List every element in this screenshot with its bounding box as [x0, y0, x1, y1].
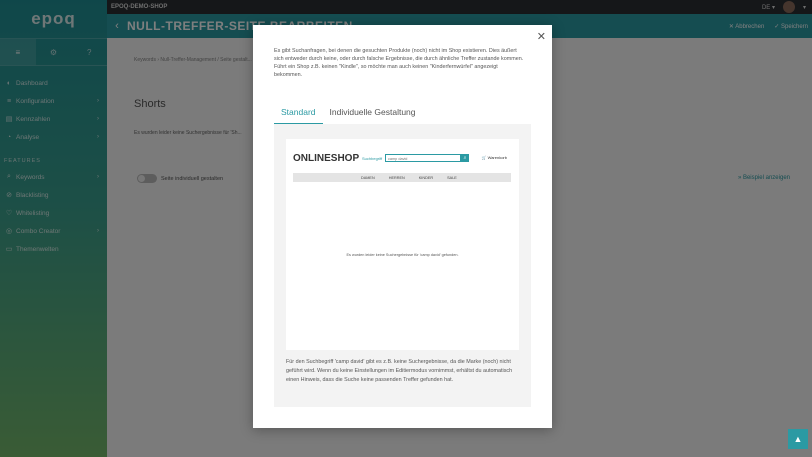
preview-search-input: camp david [385, 154, 461, 162]
preview-search-label: Suchbegriff [362, 156, 383, 161]
scroll-top-button[interactable]: ▲ [788, 429, 808, 449]
preview-search-icon: ⌕ [461, 154, 469, 162]
preview-nav-item: HERREN [388, 175, 405, 180]
example-modal [253, 25, 552, 428]
preview-nav-item: DAMEN [361, 175, 375, 180]
shop-preview [286, 139, 519, 350]
tab-description: Für den Suchbegriff 'camp david' gibt es z.B. keine Suchergebnisse, da die Marke (noch) nicht geführt wird. Wenn du keine Einstellungen im Editiermodus vornimmst, erhältst du automatisch einen Hinweis, dass die Suche keine passenden Treffer gefunden hat. [286, 359, 513, 383]
preview-nav [293, 173, 511, 182]
preview-nav-item: SALE [447, 175, 457, 180]
preview-nav-item: KINDER [418, 175, 434, 180]
preview-cart: 🛒 Warenkorb [481, 155, 507, 160]
modal-tabs [274, 104, 423, 124]
tab-standard[interactable]: Standard [274, 104, 323, 124]
tab-individuelle-gestaltung[interactable]: Individuelle Gestaltung [329, 107, 416, 117]
modal-intro-text: Es gibt Suchanfragen, bei denen die gesuchten Produkte (noch) nicht im Shop existieren. Dies äußert sich entweder durch keine, oder durch falsche Ergebnisse, die durch ähnliche Treffer zustande kommen. Führt ein Shop z.B. keinen "Kindle", so möchte man auch keinen "Kinderfernwürfel" angezeigt bekommen. [274, 48, 524, 78]
preview-logo: ONLINESHOP [293, 153, 360, 164]
close-icon[interactable]: ✕ [536, 31, 546, 43]
preview-no-results-message: Es wurden leider keine Suchergebnisse für 'camp david' gefunden. [346, 253, 459, 257]
tab-panel-standard [274, 124, 531, 407]
